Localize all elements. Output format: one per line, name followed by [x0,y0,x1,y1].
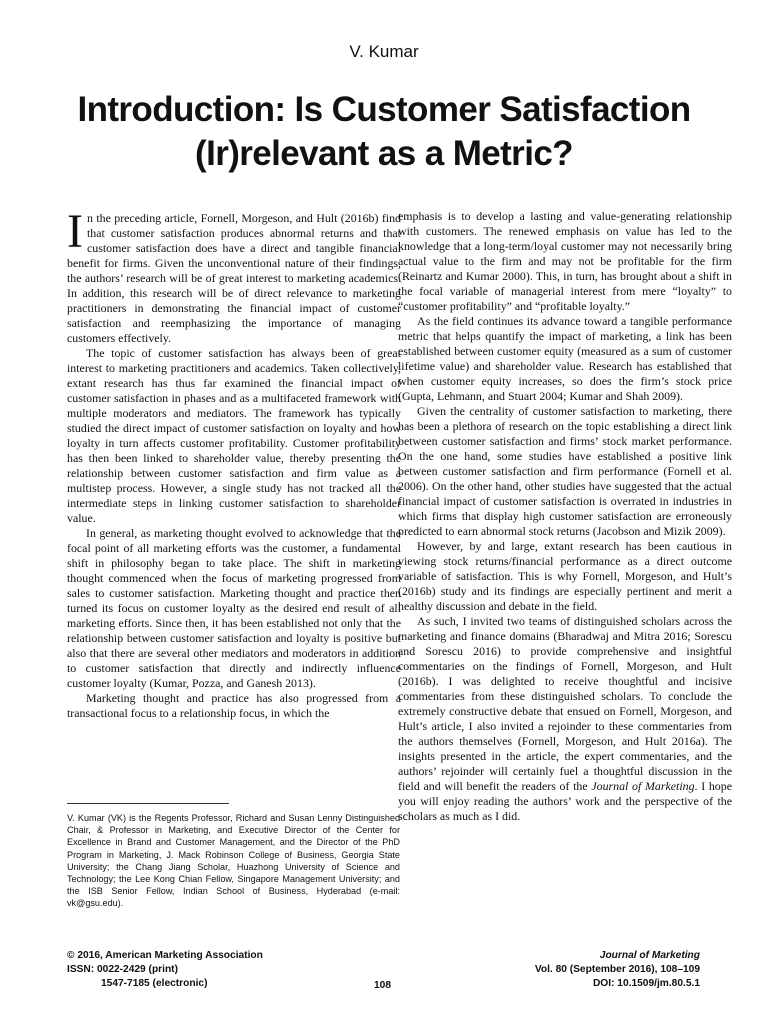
issn-print: ISSN: 0022-2429 (print) [67,964,178,975]
paragraph-text: n the preceding article, Fornell, Morgeson, and Hult (2016b) find that customer satisfaction produces abnormal returns and that customer satisfaction does have a direct and tangible financial benefit for firms. Given the unconventional nature of their findings, the authors’ research will be of great interest to marketing academics. In addition, this research will be of direct relevance to marketing practitioners in demonstrating the financial impact of customer satisfaction and reemphasizing the importance of managing customers effectively. [67,211,401,345]
page-number: 108 [374,980,391,991]
paragraph-text: As such, I invited two teams of distinguished scholars across the marketing and finance domains (Bharadwaj and Mitra 2016; Sorescu and Sorescu 2016) to provide comprehensive and insightful commentaries on the findings of Fornell, Morgeson, and Hult (2016b). I was delighted to receive thoughtful and incisive commentaries from these distinguished scholars. To conclude the extremely constructive debate that ensued on Fornell, Morgeson, and Hult’s article, I also invited a rejoinder to these commentaries from the authors themselves (Fornell, Morgeson, and Hult 2016a). The insights presented in the article, the expert commentaries, and the authors’ rejoinder will certainly fuel a thoughtful discussion in the field and will benefit the readers of the [398,614,732,793]
paragraph [67,205,401,346]
left-column [67,205,401,721]
paragraph: Marketing thought and practice has also progressed from a transactional focus to a relationship focus, in which the [67,691,401,720]
paragraph: emphasis is to develop a lasting and value-generating relationship with customers. The renewed emphasis on value has led to the knowledge that a long-term/loyal customer may not necessarily bring actual value to the firm and may not be profitable for the firm (Reinartz and Kumar 2000). This, in turn, has brought about a shift in the focal variable of managerial interest from mere “loyalty” to “customer profitability” and “profitable loyalty.” [398,209,732,313]
paragraph-text: . I hope you will enjoy reading the authors’ work and the perspective of the scholars as much as I did. [398,779,732,823]
right-column [398,209,732,824]
author-name: V. Kumar [349,42,419,61]
paragraph: In general, as marketing thought evolved to acknowledge that the focal point of all marketing efforts was the customer, a fundamental shift in philosophy began to take place. The shift in marketing thought commenced when the focus of marketing progressed from sales to customer satisfaction. Marketing thought and practice then turned its focus on customer loyalty as the desired end result of all marketing efforts. Since then, it has been established not only that the relationship between customer satisfaction and loyalty is positive but also that there are several other mediators and moderators in addition to customer satisfaction that directly and indirectly influence customer loyalty (Kumar, Pozza, and Ganesh 2013). [67,526,401,690]
volume-info: Vol. 80 (September 2016), 108–109 [534,964,700,975]
paragraph: Given the centrality of customer satisfaction to marketing, there has been a plethora of research on the topic establishing a direct link between customer satisfaction and firms’ stock market performance. On the one hand, some studies have established a positive link between customer satisfaction and firm performance (Fornell et al. 2006). On the other hand, other studies have suggested that the actual financial impact of customer satisfaction is overrated in industries in which firms that display high customer satisfaction are erroneously predicted to earn abnormal stock returns (Jacobson and Mizik 2009). [398,404,732,538]
drop-cap: I [67,205,83,258]
footer-left [67,949,263,991]
footer-right [535,949,700,991]
author-footnote: V. Kumar (VK) is the Regents Professor, Richard and Susan Lenny Distinguished Chair, & Professor in Marketing, and Executive Director of the Center for Excellence in Brand and Customer Management, and the Director of the PhD Program in Marketing, J. Mack Robinson College of Business, Georgia State University; the Chang Jiang Scholar, Huazhong University of Science and Technology; the Lee Kong Chian Fellow, Singapore Management University; and the ISB Senior Fellow, Indian School of Business, Hyderabad (e-mail: vk@gsu.edu). [67,813,400,909]
doi: DOI: 10.1509/jm.80.5.1 [592,978,700,989]
copyright: © 2016, American Marketing Association [67,950,263,961]
journal-name: Journal of Marketing [599,950,700,961]
paragraph: As the field continues its advance toward a tangible performance metric that helps quantify the impact of marketing, a link has been established between customer equity (measured as a sum of customer lifetime value) and shareholder value. Research has established that when customer equity increases, so does the firm’s stock price (Gupta, Lehmann, and Stuart 2004; Kumar and Shah 2009). [398,314,732,403]
title-line-1: Introduction: Is Customer Satisfaction [77,90,691,129]
paragraph [398,614,732,824]
issn-electronic: 1547-7185 (electronic) [101,978,208,989]
footnote-divider [67,803,229,804]
paragraph: However, by and large, extant research has been cautious in viewing stock returns/financial performance as a direct outcome variable of satisfaction. This is why Fornell, Morgeson, and Hult’s (2016b) study and its findings are especially pertinent and merit a healthy discussion and debate in the field. [398,539,732,613]
journal-reference: Journal of Marketing [591,779,695,793]
paragraph: The topic of customer satisfaction has always been of great interest to marketing practitioners and academics. Taken collectively, extant research has thus far examined the financial impact of customer satisfaction in phases and as a multifaceted framework with multiple moderators and mediators. The framework has typically studied the direct impact of customer satisfaction on loyalty and how loyalty in turn affects customer profitability. Customer profitability has then been linked to shareholder value, thereby presenting the relationship between customer satisfaction and firm value as a multistep process. However, a single study has not tracked all the intermediate steps in linking customer satisfaction to shareholder value. [67,346,401,525]
title-line-2: (Ir)relevant as a Metric? [195,134,573,173]
article-title [40,88,728,176]
